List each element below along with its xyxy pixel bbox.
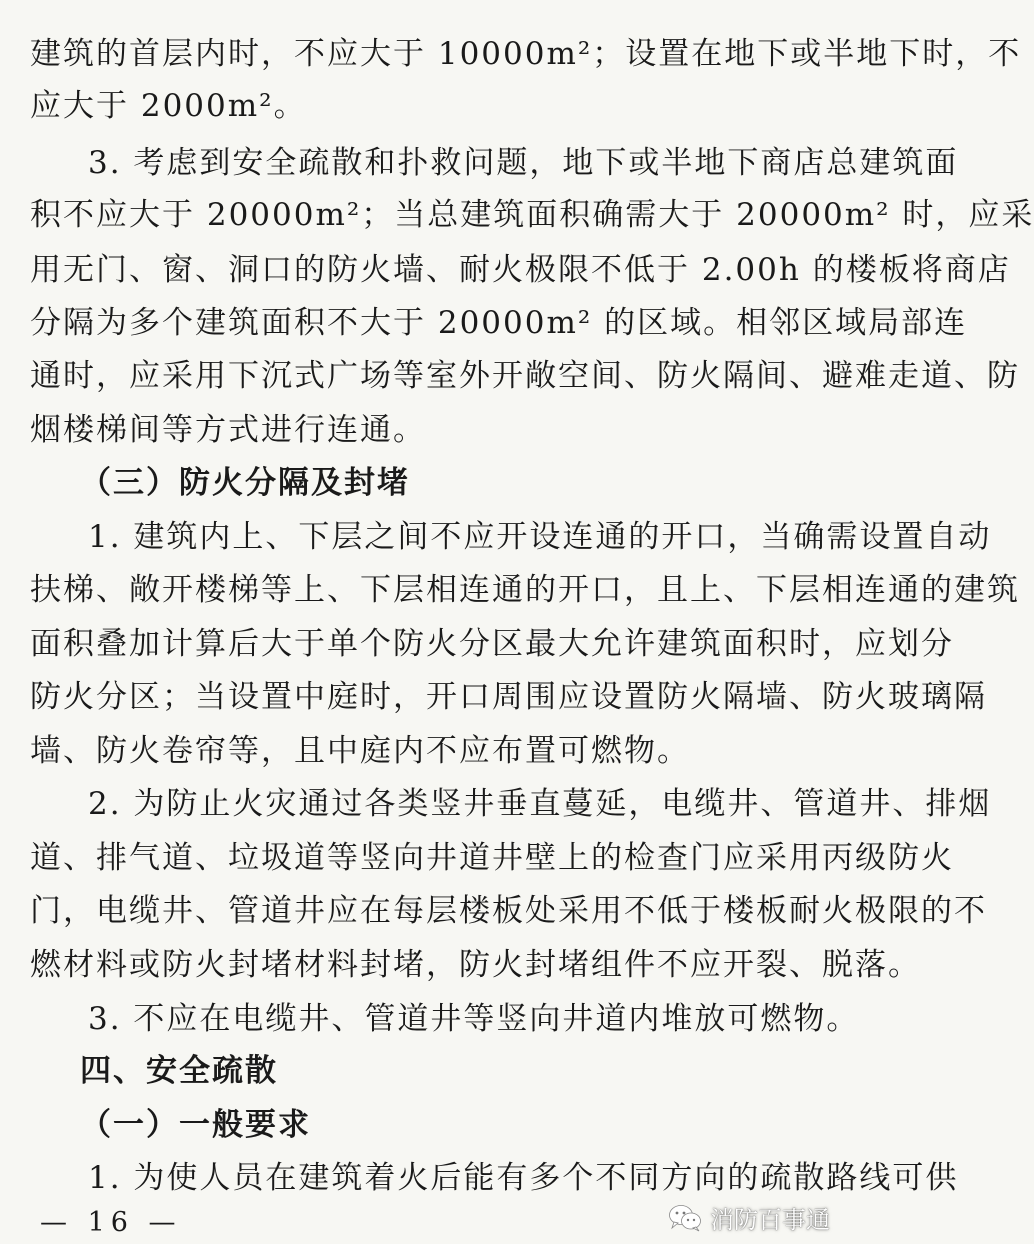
text-line-15: 2. 为防止火灾通过各类竖井垂直蔓延，电缆井、管道井、排烟: [88, 786, 992, 822]
text-line-8: 烟楼梯间等方式进行连通。: [30, 412, 426, 448]
text-line-12: 面积叠加计算后大于单个防火分区最大允许建筑面积时，应划分: [30, 626, 954, 662]
text-line-4: 积不应大于 20000m²；当总建筑面积确需大于 20000m² 时，应采: [30, 197, 1034, 233]
text-line-2: 应大于 2000m²。: [30, 88, 307, 124]
text-line-5: 用无门、窗、洞口的防火墙、耐火极限不低于 2.00h 的楼板将商店: [30, 252, 1011, 288]
text-line-19: 3. 不应在电缆井、管道井等竖向井道内堆放可燃物。: [88, 1001, 860, 1037]
text-line-22: 1. 为使人员在建筑着火后能有多个不同方向的疏散路线可供: [88, 1160, 959, 1196]
chapter-heading-4: 四、安全疏散: [80, 1053, 278, 1089]
text-line-10: 1. 建筑内上、下层之间不应开设连通的开口，当确需设置自动: [88, 519, 992, 555]
watermark: [668, 1200, 830, 1235]
text-line-6: 分隔为多个建筑面积不大于 20000m² 的区域。相邻区域局部连: [30, 305, 968, 341]
watermark-text: 消防百事通: [710, 1206, 830, 1234]
text-line-18: 燃材料或防火封堵材料封堵，防火封堵组件不应开裂、脱落。: [30, 947, 921, 983]
text-line-13: 防火分区；当设置中庭时，开口周围应设置防火隔墙、防火玻璃隔: [30, 679, 987, 715]
text-line-7: 通时，应采用下沉式广场等室外开敞空间、防火隔间、避难走道、防: [30, 358, 1020, 394]
wechat-logo-icon: [668, 1204, 702, 1232]
text-line-14: 墙、防火卷帘等，且中庭内不应布置可燃物。: [30, 733, 690, 769]
section-heading-3: （三）防火分隔及封堵: [80, 465, 410, 501]
text-line-1: 建筑的首层内时，不应大于 10000m²；设置在地下或半地下时，不: [30, 36, 1022, 72]
text-line-17: 门，电缆井、管道井应在每层楼板处采用不低于楼板耐火极限的不: [30, 893, 987, 929]
text-line-16: 道、排气道、垃圾道等竖向井道井壁上的检查门应采用丙级防火: [30, 840, 954, 876]
page-number: — 16 —: [40, 1207, 182, 1238]
section-heading-1: （一）一般要求: [80, 1107, 311, 1143]
text-line-3: 3. 考虑到安全疏散和扑救问题，地下或半地下商店总建筑面: [88, 145, 959, 181]
text-line-11: 扶梯、敞开楼梯等上、下层相连通的开口，且上、下层相连通的建筑: [30, 572, 1020, 608]
